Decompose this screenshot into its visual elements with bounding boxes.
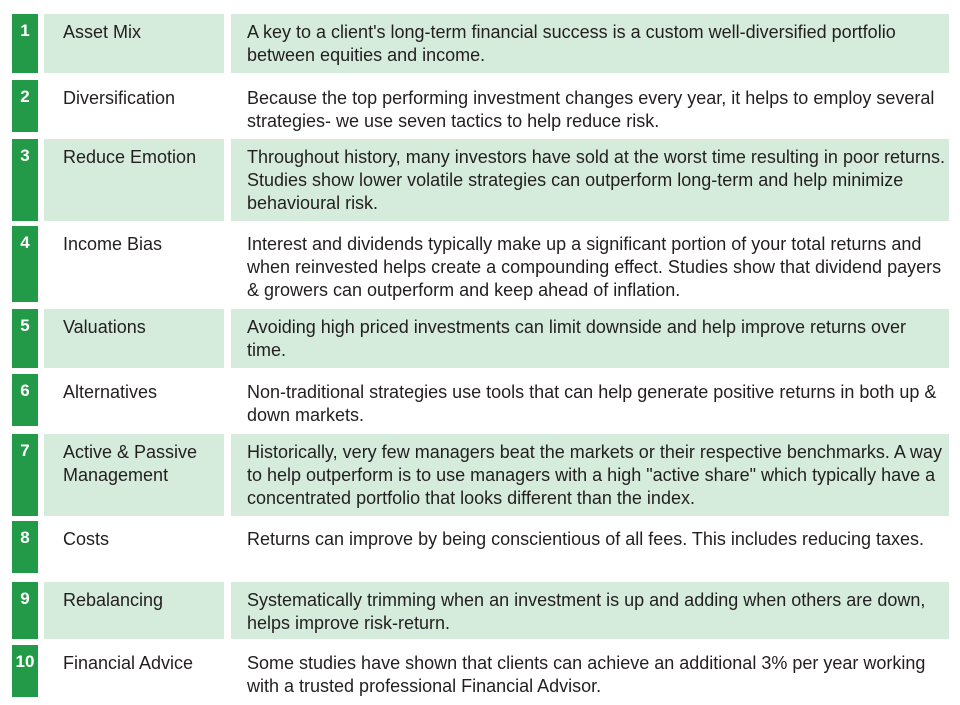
table-row: [0, 80, 960, 132]
table-row: [0, 521, 960, 573]
row-title: Reduce Emotion: [44, 139, 224, 221]
row-number: 7: [12, 434, 38, 516]
row-title: Alternatives: [63, 382, 158, 402]
table-row: [0, 645, 960, 697]
row-number: 1: [12, 14, 38, 73]
row-description: Because the top performing investment changes every year, it helps to employ several strategies- we use seven tactics to help reduce risk.: [247, 88, 935, 131]
row-description: Non-traditional strategies use tools that can help generate positive returns in both up & down markets.: [247, 382, 937, 425]
table-row: [0, 374, 960, 426]
row-title: Income Bias: [63, 234, 163, 254]
row-description: Interest and dividends typically make up a significant portion of your total returns and when reinvested helps create a compounding effect. Studies show that dividend payers & growers can outperform and keep ahead of inflation.: [247, 234, 942, 300]
row-title: Diversification: [63, 88, 176, 108]
row-title: Costs: [63, 529, 110, 549]
row-number: 10: [12, 645, 38, 697]
row-title: Financial Advice: [63, 653, 194, 673]
row-description: Avoiding high priced investments can limit downside and help improve returns over time.: [231, 309, 949, 368]
row-title: Rebalancing: [44, 582, 224, 639]
row-number: 9: [12, 582, 38, 639]
row-number: 3: [12, 139, 38, 221]
row-description: Systematically trimming when an investment is up and adding when others are down, helps improve risk-return.: [231, 582, 949, 639]
row-number: 4: [12, 226, 38, 302]
row-description: Throughout history, many investors have sold at the worst time resulting in poor returns. Studies show lower volatile strategies can outperform long-term and help minimize behavioural risk.: [231, 139, 949, 221]
row-number: 8: [12, 521, 38, 573]
table-row: [0, 226, 960, 302]
table-row: [0, 309, 960, 368]
table-row: [0, 14, 960, 73]
row-description: Historically, very few managers beat the markets or their respective benchmarks. A way to help outperform is to use managers with a high "active share" which typically have a concentrated portfolio that looks different than the index.: [231, 434, 949, 516]
row-title: Active & Passive Management: [44, 434, 224, 516]
row-number: 6: [12, 374, 38, 426]
table-row: [0, 139, 960, 221]
row-description: Some studies have shown that clients can achieve an additional 3% per year working with a trusted professional Financial Advisor.: [247, 653, 926, 696]
table-row: [0, 582, 960, 639]
row-number: 5: [12, 309, 38, 368]
row-description: A key to a client's long-term financial success is a custom well-diversified portfolio between equities and income.: [231, 14, 949, 73]
row-title: Asset Mix: [44, 14, 224, 73]
row-title: Valuations: [44, 309, 224, 368]
row-description: Returns can improve by being conscientious of all fees. This includes reducing taxes.: [247, 529, 925, 549]
table-row: [0, 434, 960, 516]
row-number: 2: [12, 80, 38, 132]
